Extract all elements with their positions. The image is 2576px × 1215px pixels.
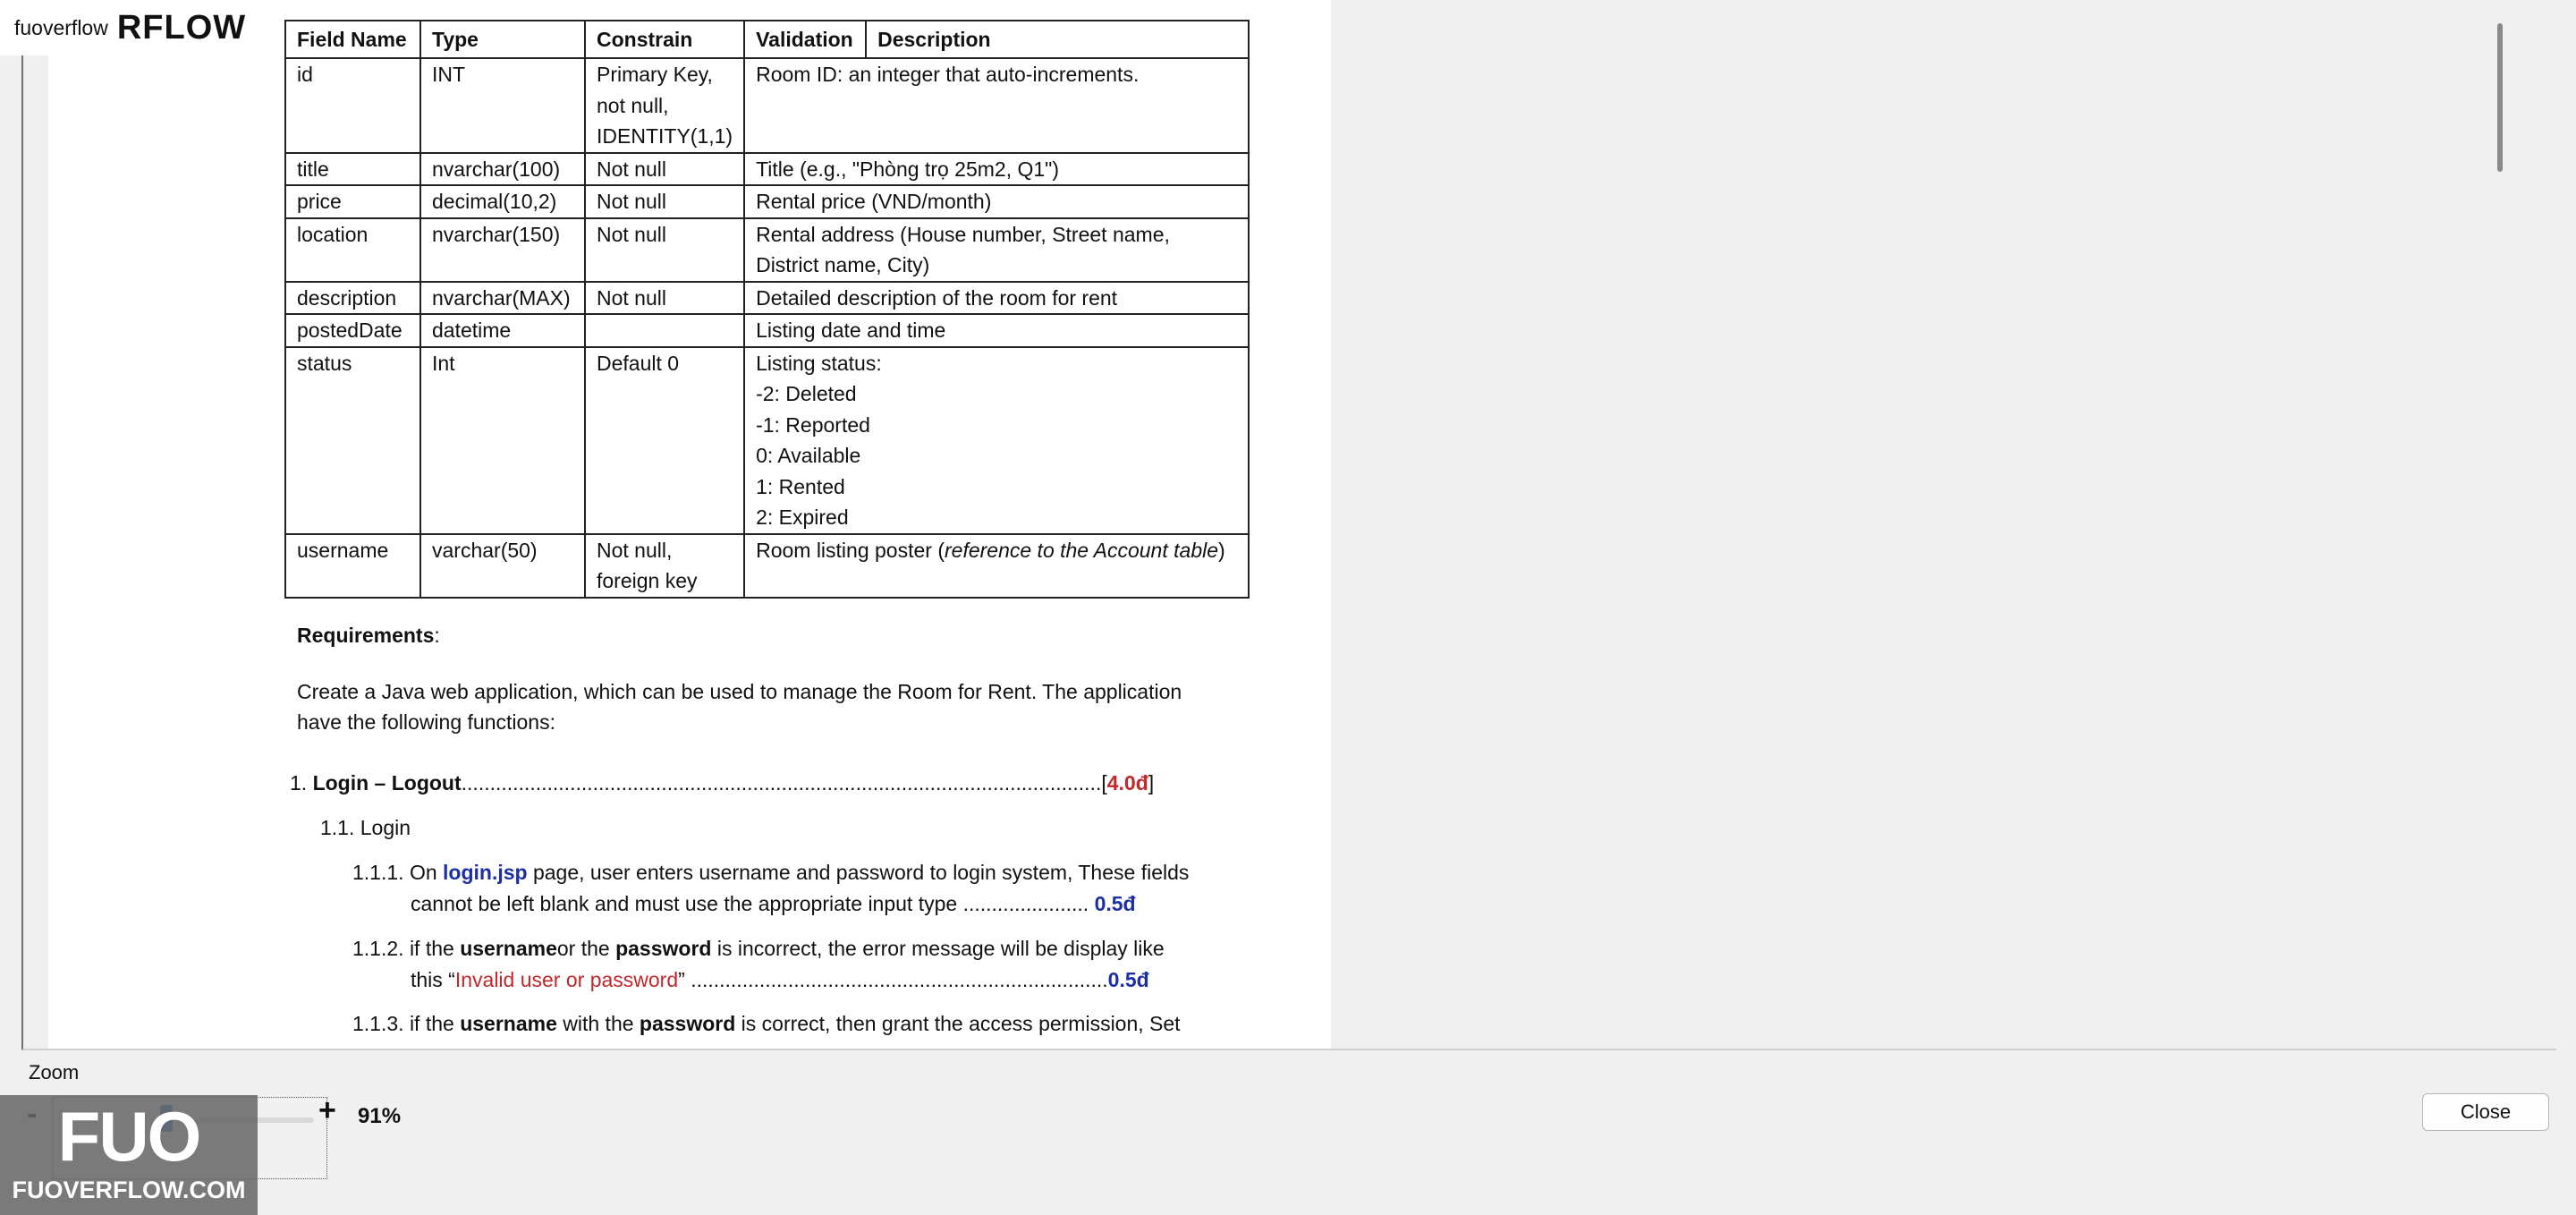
document-viewer[interactable] (21, 0, 2556, 1050)
cell-field-name: location (285, 218, 420, 282)
item-1-1-2-line-2: this “Invalid user or password” .........................................................................0.5đ (411, 968, 1149, 991)
cell-field-name: status (285, 347, 420, 534)
cell-field-name: title (285, 153, 420, 186)
cell-constraint: Not null (585, 218, 744, 282)
table-row (285, 534, 1249, 598)
field-table-container (284, 20, 1250, 599)
cell-type: datetime (420, 314, 585, 347)
header-field-name: Field Name (285, 21, 420, 58)
cell-type: Int (420, 347, 585, 534)
watermark-top (0, 0, 259, 55)
cell-constraint: Not null, foreign key (585, 534, 744, 598)
cell-type: nvarchar(MAX) (420, 282, 585, 315)
cell-field-name: price (285, 185, 420, 218)
item-1-1-2-line-1: 1.1.2. if the usernameor the password is incorrect, the error message will be display like (352, 937, 1165, 960)
zoom-value: 91% (358, 1104, 402, 1128)
table-row (285, 218, 1249, 282)
watermark-logo: FUO (57, 1097, 200, 1176)
intro-line-2: have the following functions: (297, 710, 555, 734)
fields-table (284, 20, 1250, 599)
item-1-login-logout: 1. Login – Logout................................................................................................................[4.0đ] (290, 771, 1155, 794)
cell-description: Title (e.g., "Phòng trọ 25m2, Q1") (744, 153, 1249, 186)
watermark-site: FUOVERFLOW.COM (12, 1177, 246, 1203)
cell-constraint: Primary Key, not null, IDENTITY(1,1) (585, 58, 744, 153)
watermark-small-text: fuoverflow (14, 15, 108, 39)
cell-description: Detailed description of the room for rent (744, 282, 1249, 315)
table-row (285, 347, 1249, 534)
table-row (285, 314, 1249, 347)
cell-field-name: id (285, 58, 420, 153)
cell-constraint (585, 314, 744, 347)
header-validation: Validation (745, 21, 867, 57)
item-1-1-1-line-1: 1.1.1. On login.jsp page, user enters username and password to login system, These fields (352, 861, 1190, 884)
watermark-big-text: RFLOW (116, 8, 247, 47)
item-1-1-1-line-2: cannot be left blank and must use the appropriate input type ...................... 0.5đ (411, 892, 1136, 915)
cell-description: Listing status: -2: Deleted -1: Reported 0: Available 1: Rented 2: Expired (744, 347, 1249, 534)
item-1-1-3-line-1: 1.1.3. if the username with the password is correct, then grant the access permission, Set (352, 1012, 1181, 1035)
cell-field-name: description (285, 282, 420, 315)
table-row (285, 185, 1249, 218)
cell-type: nvarchar(150) (420, 218, 585, 282)
item-1-1-login: 1.1. Login (320, 816, 411, 839)
vertical-scrollbar-thumb[interactable] (2497, 23, 2503, 172)
cell-type: nvarchar(100) (420, 153, 585, 186)
table-row (285, 58, 1249, 153)
cell-constraint: Not null (585, 185, 744, 218)
cell-constraint: Not null (585, 282, 744, 315)
requirements-heading: Requirements: (297, 624, 440, 647)
table-row (285, 153, 1249, 186)
cell-constraint: Not null (585, 153, 744, 186)
cell-type: decimal(10,2) (420, 185, 585, 218)
cell-type: varchar(50) (420, 534, 585, 598)
cell-description: Listing date and time (744, 314, 1249, 347)
header-constrain: Constrain (585, 21, 744, 58)
cell-description: Room listing poster (reference to the Account table) (744, 534, 1249, 598)
table-header-row (285, 21, 1249, 58)
header-description: Description (877, 28, 991, 51)
cell-description: Rental address (House number, Street name, District name, City) (744, 218, 1249, 282)
cell-field-name: username (285, 534, 420, 598)
cell-description: Room ID: an integer that auto-increments. (744, 58, 1249, 153)
vertical-scrollbar[interactable] (2508, 0, 2535, 1049)
intro-line-1: Create a Java web application, which can be used to manage the Room for Rent. The application (297, 680, 1182, 703)
header-type: Type (420, 21, 585, 58)
zoom-label: Zoom (29, 1061, 80, 1083)
document-page (48, 0, 1331, 1049)
cell-type: INT (420, 58, 585, 153)
close-button[interactable]: Close (2422, 1093, 2549, 1131)
cell-description: Rental price (VND/month) (744, 185, 1249, 218)
table-row (285, 282, 1249, 315)
cell-field-name: postedDate (285, 314, 420, 347)
cell-constraint: Default 0 (585, 347, 744, 534)
zoom-in-button[interactable]: + (318, 1093, 336, 1127)
header-validation-description (744, 21, 1249, 58)
watermark-bottom (0, 1095, 258, 1215)
